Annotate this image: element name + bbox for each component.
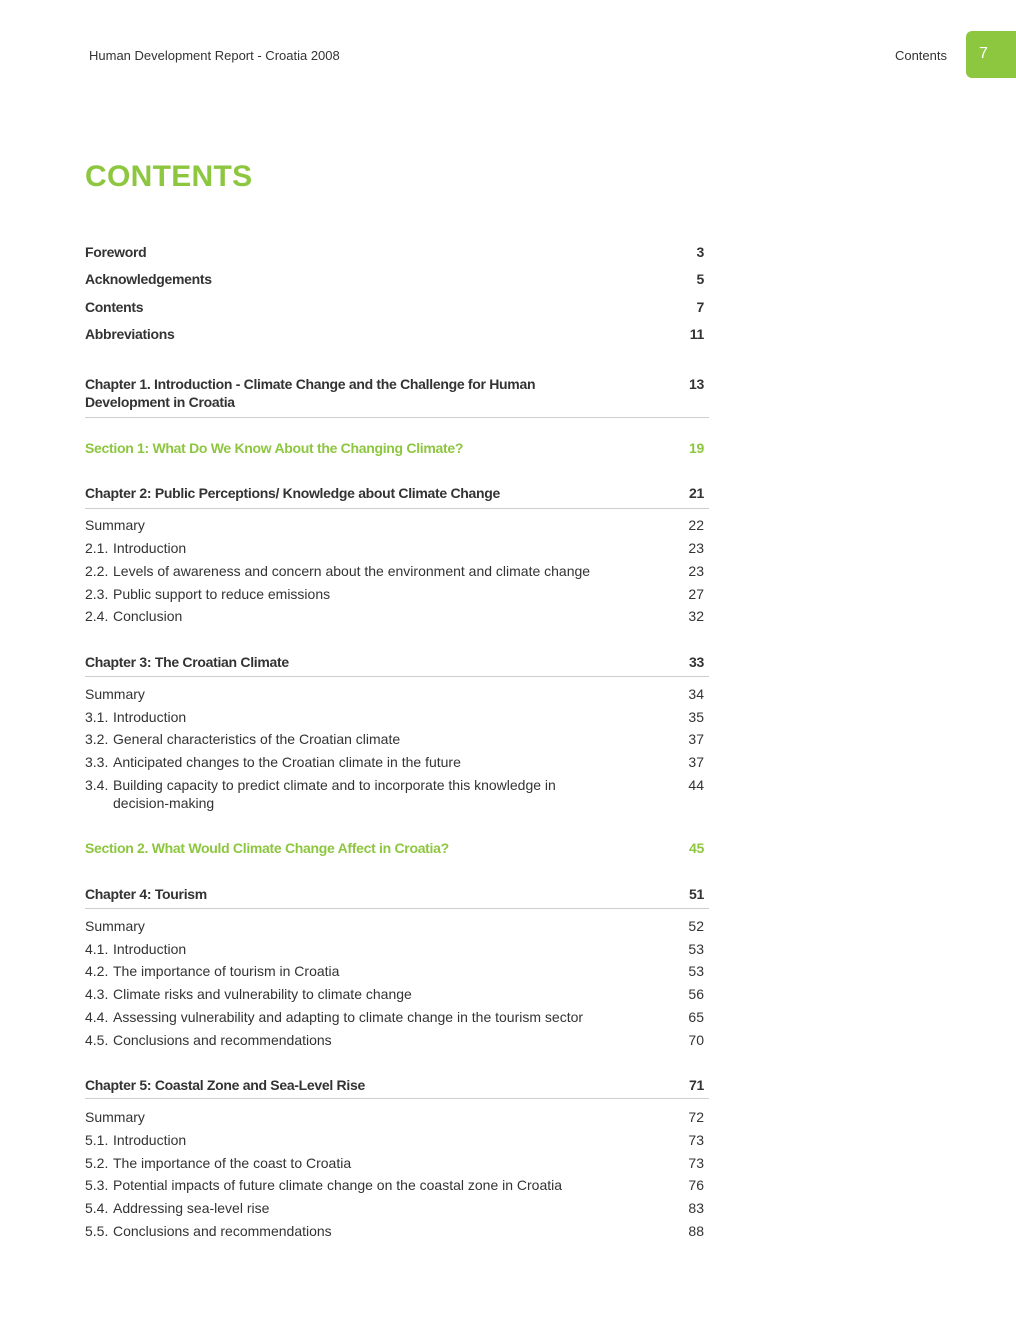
toc-entry-page: 5 [696,271,704,287]
toc-item[interactable] [85,685,709,703]
toc-item-page: 83 [688,1200,704,1216]
toc-item-title: Conclusions and recommendations [113,1223,332,1239]
toc-item-page: 22 [688,517,704,533]
toc-item-title: Summary [85,918,145,934]
toc-item-page: 27 [688,586,704,602]
toc-item[interactable] [85,1131,709,1149]
toc-item-page: 73 [688,1132,704,1148]
toc-item-page: 88 [688,1223,704,1239]
toc-item-title: Summary [85,686,145,702]
toc-item-title-continued: decision-making [113,795,215,811]
toc-chapter-4[interactable] [85,885,709,903]
toc-item-title: The importance of the coast to Croatia [113,1155,352,1171]
toc-item-title: Introduction [113,941,187,957]
toc-item-title: Building capacity to predict climate and to incorporate this knowledge in [113,777,556,793]
toc-item-number: 2.3. [85,586,109,602]
divider [85,908,709,909]
toc-item-title: Introduction [113,540,187,556]
toc-item[interactable] [85,607,709,625]
toc-item-number: 3.4. [85,777,109,793]
toc-item-number: 3.2. [85,731,109,747]
toc-item[interactable] [85,1108,709,1126]
toc-item-number: 5.5. [85,1223,109,1239]
toc-item-page: 32 [688,608,704,624]
toc-entry-page: 7 [696,299,704,315]
toc-entry-title: Foreword [85,244,147,260]
toc-item-number: 3.1. [85,709,109,725]
toc-item-title: Conclusion [113,608,183,624]
toc-item[interactable] [85,730,709,748]
toc-item-title: Introduction [113,709,187,725]
toc-item[interactable] [85,708,709,726]
toc-item[interactable] [85,1176,709,1194]
toc-item[interactable] [85,962,709,980]
toc-item[interactable] [85,776,709,812]
toc-item-number: 2.2. [85,563,109,579]
divider [85,676,709,677]
toc-item[interactable] [85,1031,709,1049]
toc-item-page: 52 [688,918,704,934]
toc-item-page: 44 [688,777,704,793]
toc-entry-page: 13 [689,376,704,392]
toc-entry-page: 45 [689,840,704,856]
toc-entry-page: 3 [696,244,704,260]
toc-item[interactable] [85,753,709,771]
toc-item-title: Anticipated changes to the Croatian climate in the future [113,754,461,770]
toc-entry-foreword[interactable] [85,243,709,261]
toc-item-page: 37 [688,754,704,770]
toc-item[interactable] [85,562,709,580]
toc-entry-abbreviations[interactable] [85,325,709,343]
toc-item-title: Introduction [113,1132,187,1148]
toc-entry-page: 19 [689,440,704,456]
toc-item-page: 73 [688,1155,704,1171]
toc-item[interactable] [85,1008,709,1026]
toc-item-number: 4.5. [85,1032,109,1048]
toc-item-number: 4.1. [85,941,109,957]
toc-item-number: 3.3. [85,754,109,770]
toc-item-page: 53 [688,941,704,957]
toc-entry-contents[interactable] [85,298,709,316]
toc-item-page: 34 [688,686,704,702]
toc-item-number: 4.4. [85,1009,109,1025]
toc-entry-acknowledgements[interactable] [85,270,709,288]
toc-item-title: Addressing sea-level rise [113,1200,270,1216]
toc-item[interactable] [85,516,709,534]
toc-chapter-1[interactable] [85,375,709,411]
toc-item-page: 70 [688,1032,704,1048]
toc-chapter-title: Chapter 3: The Croatian Climate [85,654,289,670]
toc-entry-page: 51 [689,886,704,902]
page-number-tab [966,31,1016,78]
toc-item-page: 72 [688,1109,704,1125]
page-title: CONTENTS [85,160,253,193]
toc-item-page: 56 [688,986,704,1002]
toc-item-page: 23 [688,540,704,556]
toc-item[interactable] [85,585,709,603]
toc-entry-title: Acknowledgements [85,271,212,287]
toc-chapter-5[interactable] [85,1076,709,1094]
toc-item-title: Public support to reduce emissions [113,586,331,602]
toc-item-number: 5.4. [85,1200,109,1216]
toc-item-title: General characteristics of the Croatian climate [113,731,401,747]
divider [85,1098,709,1099]
toc-item-number: 5.1. [85,1132,109,1148]
toc-item-number: 5.3. [85,1177,109,1193]
toc-item[interactable] [85,917,709,935]
toc-chapter-title: Chapter 5: Coastal Zone and Sea-Level Rise [85,1077,365,1093]
toc-chapter-title-line2: Development in Croatia [85,394,235,410]
toc-section-2[interactable] [85,839,709,857]
toc-item[interactable] [85,1222,709,1240]
toc-item-page: 35 [688,709,704,725]
toc-item[interactable] [85,940,709,958]
running-header-title: Human Development Report - Croatia 2008 [89,48,340,63]
toc-entry-title: Contents [85,299,144,315]
toc-chapter-2[interactable] [85,484,709,502]
toc-section-title: Section 1: What Do We Know About the Changing Climate? [85,440,464,456]
toc-item[interactable] [85,985,709,1003]
toc-item-number: 2.4. [85,608,109,624]
toc-chapter-3[interactable] [85,653,709,671]
toc-entry-page: 71 [689,1077,704,1093]
toc-item-number: 5.2. [85,1155,109,1171]
toc-item-page: 37 [688,731,704,747]
toc-entry-page: 33 [689,654,704,670]
toc-item-title: The importance of tourism in Croatia [113,963,340,979]
toc-item-title: Summary [85,517,145,533]
toc-item-title: Assessing vulnerability and adapting to climate change in the tourism sector [113,1009,584,1025]
toc-chapter-title: Chapter 4: Tourism [85,886,207,902]
toc-item-page: 53 [688,963,704,979]
toc-item-title: Conclusions and recommendations [113,1032,332,1048]
toc-item-number: 2.1. [85,540,109,556]
toc-section-title: Section 2. What Would Climate Change Affect in Croatia? [85,840,449,856]
running-header-section: Contents [894,48,947,63]
toc-entry-page: 11 [689,326,704,342]
toc-item-page: 23 [688,563,704,579]
page-number: 7 [979,45,988,62]
toc-item[interactable] [85,1199,709,1217]
toc-item-number: 4.2. [85,963,109,979]
toc-item-page: 65 [688,1009,704,1025]
toc-section-1[interactable] [85,439,709,457]
divider [85,417,709,418]
toc-chapter-title: Chapter 2: Public Perceptions/ Knowledge about Climate Change [85,485,500,501]
toc-item-title: Summary [85,1109,145,1125]
toc-entry-page: 21 [689,485,704,501]
divider [85,508,709,509]
toc-entry-title: Abbreviations [85,326,175,342]
toc-chapter-title-line1: Chapter 1. Introduction - Climate Change and the Challenge for Human [85,376,536,392]
toc-item-title: Climate risks and vulnerability to climate change [113,986,412,1002]
toc-item-title: Potential impacts of future climate change on the coastal zone in Croatia [113,1177,563,1193]
toc-item-number: 4.3. [85,986,109,1002]
toc-item-page: 76 [688,1177,704,1193]
toc-item-title: Levels of awareness and concern about the environment and climate change [113,563,591,579]
toc-item[interactable] [85,539,709,557]
toc-item[interactable] [85,1154,709,1172]
